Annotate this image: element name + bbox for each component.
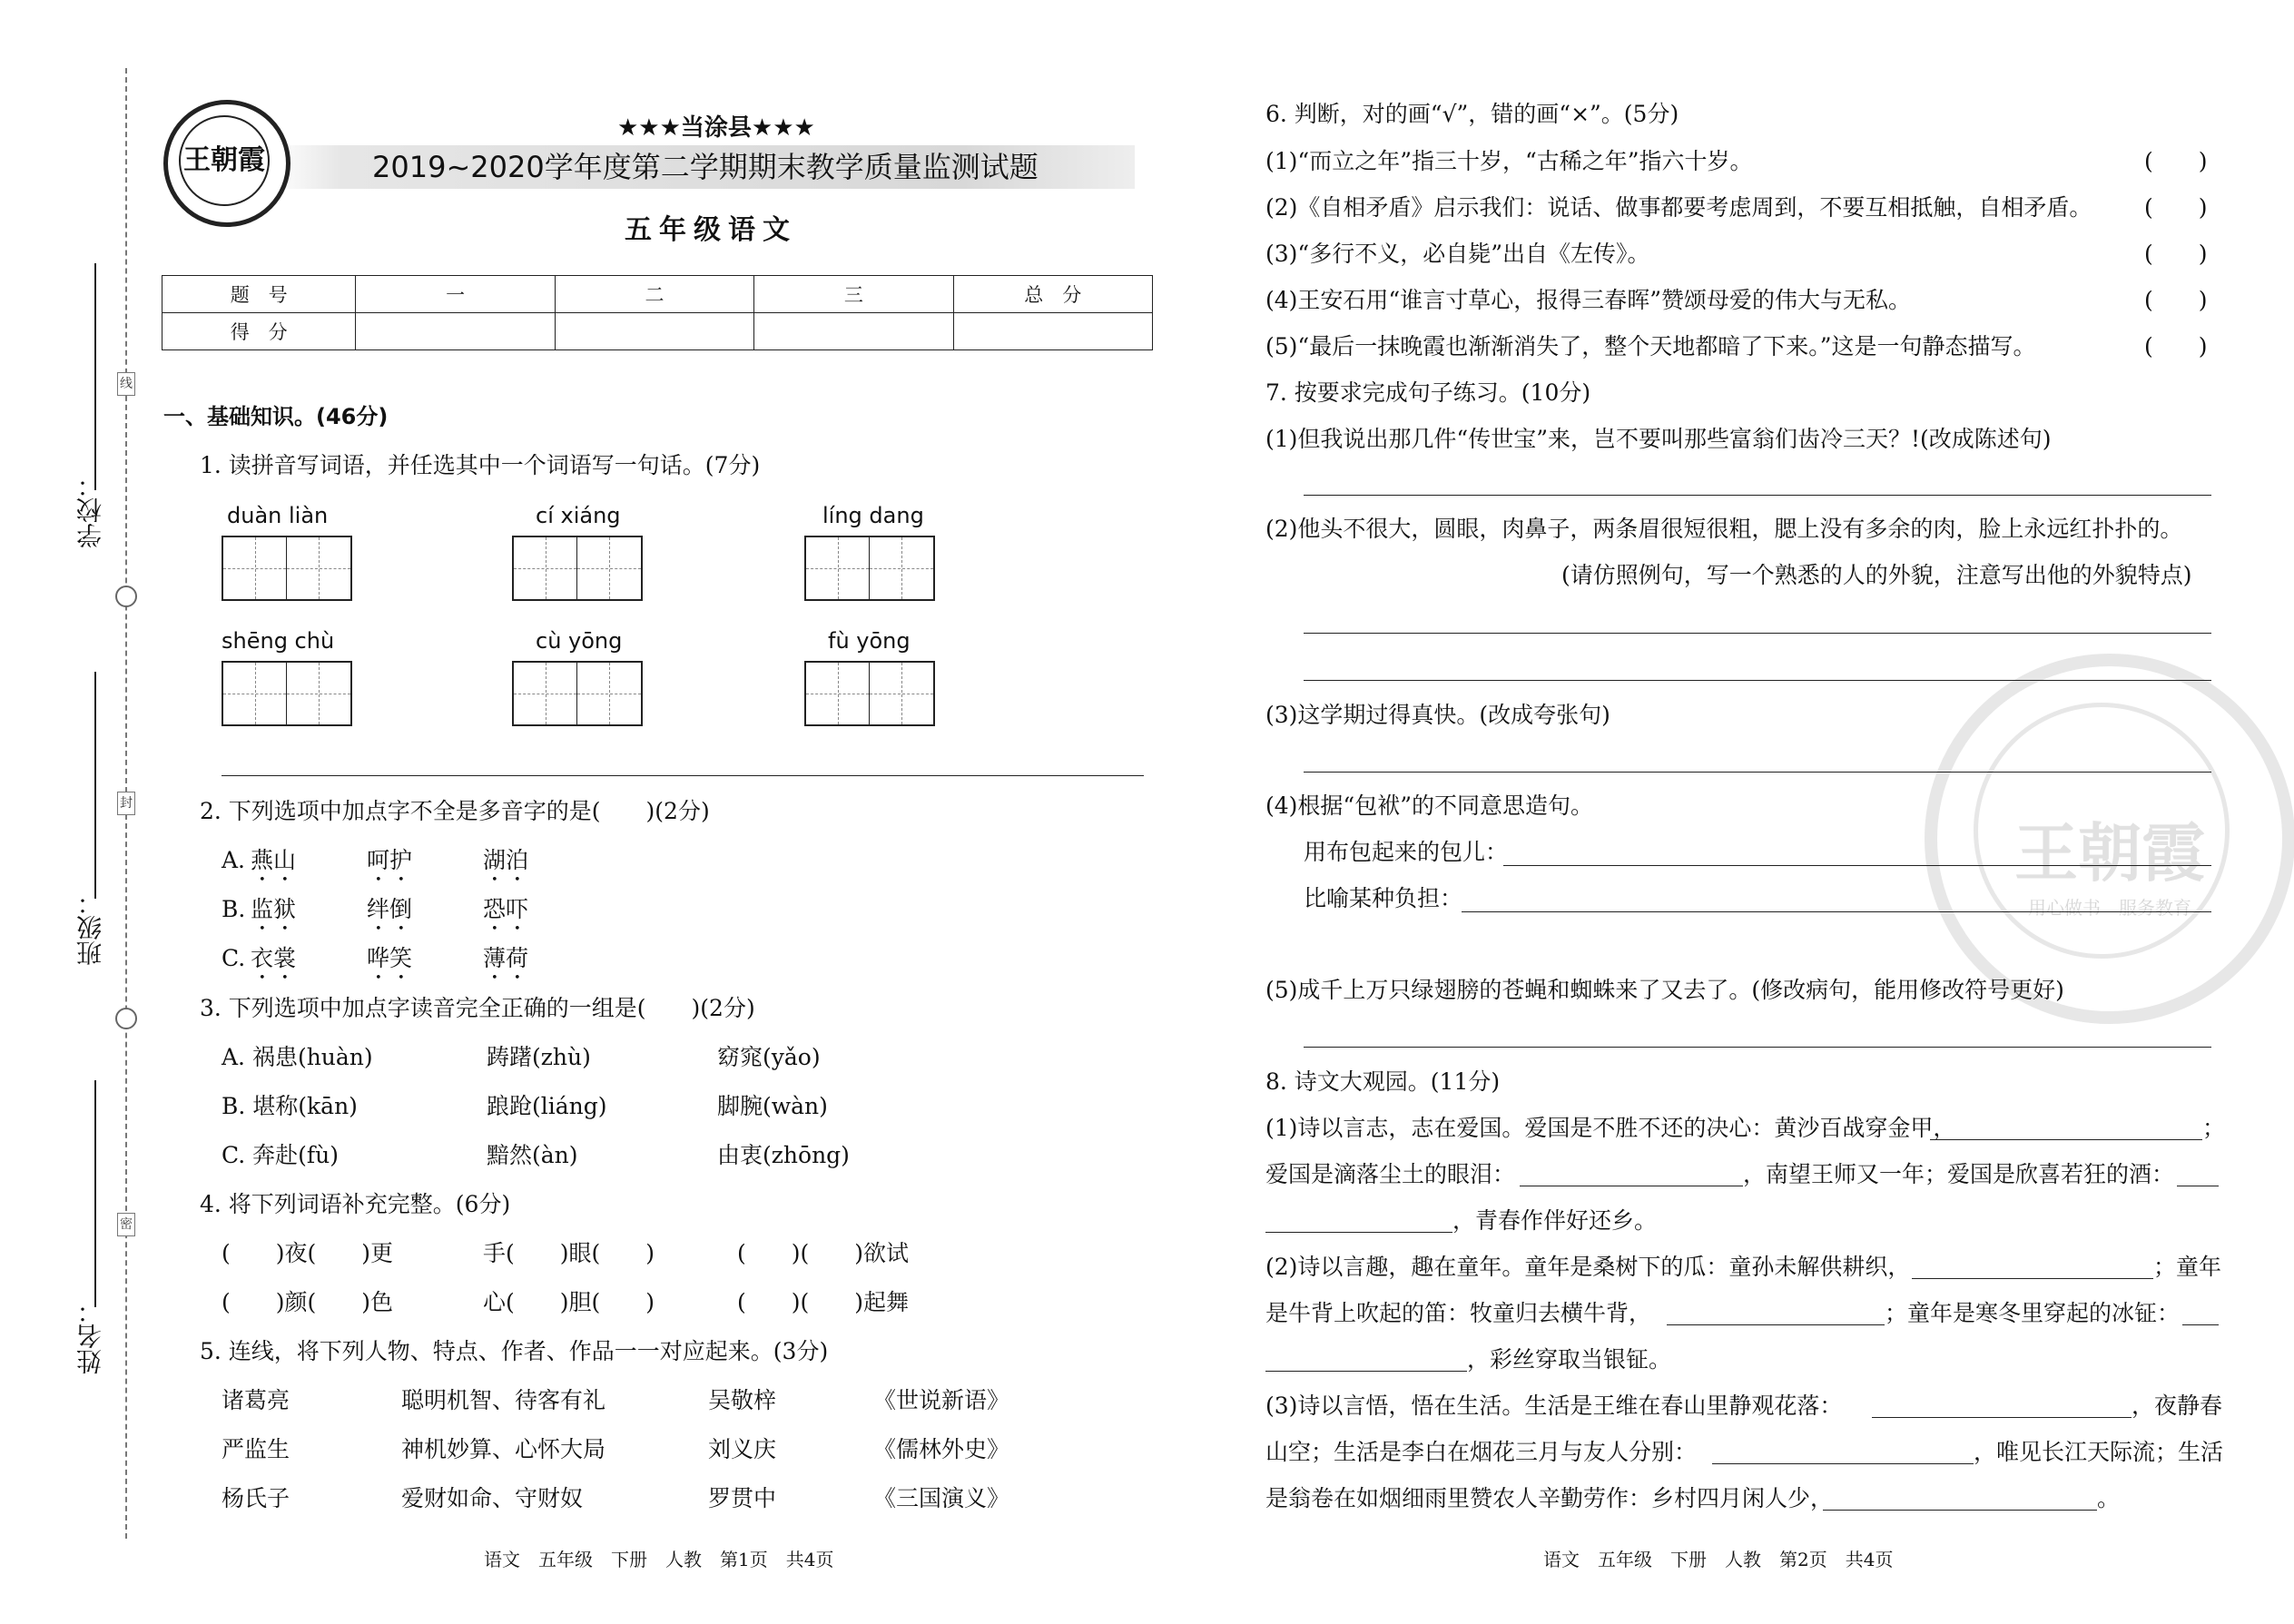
q6-answer-paren[interactable]: ( ) [2144, 287, 2208, 313]
q2-option-c-word2: 哗笑 [367, 945, 413, 971]
q8-line3: ，青春作伴好还乡。 [1452, 1207, 1658, 1234]
pinyin-4: shēng chù [222, 628, 335, 654]
name-label: 姓名： [75, 1298, 105, 1374]
q3-option-c3: 由衷(zhōng) [717, 1142, 850, 1168]
q3-option-c1: C. 奔赴(fù) [222, 1142, 339, 1168]
q3-option-b1: B. 堪称(kān) [222, 1093, 358, 1119]
q2-option-b-word2: 绊倒 [367, 896, 413, 922]
fill-blank-line[interactable] [1667, 1324, 1885, 1325]
binding-tag-seal: 封 [117, 792, 135, 815]
q8-prompt: 8. 诗文大观园。(11分) [1265, 1068, 1501, 1095]
class-write-line [94, 672, 96, 899]
q6-item-3: (3)“多行不义，必自毙”出自《左传》。 [1265, 241, 1650, 267]
subject-title: 五年级语文 [625, 214, 797, 246]
q6-item-4: (4)王安石用“谁言寸草心，报得三春晖”赞颂母爱的伟大与无私。 [1265, 287, 1911, 313]
class-label: 班级： [75, 890, 105, 966]
fill-blank-line[interactable] [1930, 1139, 2202, 1140]
q6-item-2: (2)《自相矛盾》启示我们：说话、做事都要考虑周到，不要互相抵触，自相矛盾。 [1265, 194, 2092, 221]
q4-idiom[interactable]: ( )( )起舞 [737, 1289, 910, 1315]
score-cell[interactable] [356, 313, 555, 350]
q8-line1-semicolon: ； [2202, 1115, 2226, 1141]
watermark-name: 王朝霞 [2014, 815, 2205, 891]
writing-grid[interactable] [512, 536, 643, 601]
q3-option-a2: 踌躇(zhù) [487, 1044, 591, 1070]
q7-2-text: (2)他头不很大，圆眼，肉鼻子，两条眉很短很粗，腮上没有多余的肉，脸上永远红扑扑的。 [1265, 516, 2183, 542]
q2-prompt: 2. 下列选项中加点字不全是多音字的是( )(2分) [200, 798, 710, 824]
pinyin-2: cí xiáng [536, 503, 621, 528]
name-write-line [94, 1080, 96, 1307]
q8-line7: (3)诗以言悟，悟在生活。生活是王维在春山里静观花落： [1265, 1393, 1843, 1419]
pinyin-5: cù yōng [536, 628, 623, 654]
school-label: 学校： [75, 472, 105, 548]
watermark-slogan: 用心做书 服务教育 [2028, 897, 2191, 919]
q6-answer-paren[interactable]: ( ) [2144, 241, 2208, 267]
answer-line[interactable] [1503, 865, 2211, 866]
q3-option-a1: A. 祸患(huàn) [222, 1044, 373, 1070]
q6-answer-paren[interactable]: ( ) [2144, 194, 2208, 221]
q2-option-b-word3: 恐吓 [483, 896, 529, 922]
q5-author[interactable]: 罗贯中 [708, 1485, 777, 1511]
q7-3-text: (3)这学期过得真快。(改成夸张句) [1265, 702, 1610, 728]
score-header-cell: 一 [356, 276, 555, 313]
q3-prompt: 3. 下列选项中加点字读音完全正确的一组是( )(2分) [200, 995, 755, 1021]
q6-answer-paren[interactable]: ( ) [2144, 148, 2208, 174]
q8-line9-end: 。 [2097, 1485, 2121, 1511]
q5-person[interactable]: 杨氏子 [222, 1485, 290, 1511]
q2-option-b-word1: 监狱 [251, 896, 297, 922]
writing-grid[interactable] [222, 536, 352, 601]
q5-work[interactable]: 《三国演义》 [873, 1485, 1010, 1511]
county-title: ★★★当涂县★★★ [617, 114, 815, 142]
q8-line4b: ；童年 [2153, 1254, 2222, 1280]
binding-tag-dense: 密 [117, 1213, 135, 1236]
sentence-answer-line[interactable] [222, 775, 1144, 776]
q8-line2b: ，南望王师又一年；爱国是欣喜若狂的酒： [1743, 1161, 2175, 1187]
q8-line5b: ；童年是寒冬里穿起的冰钲： [1885, 1300, 2181, 1326]
q5-trait[interactable]: 神机妙算、心怀大局 [401, 1436, 606, 1462]
q7-4b-label: 比喻某种负担： [1304, 885, 1463, 911]
fill-blank-line[interactable] [1265, 1371, 1467, 1372]
fill-blank-line[interactable] [2182, 1324, 2219, 1325]
q4-idiom[interactable]: ( )( )欲试 [737, 1240, 910, 1266]
page-footer-right: 语文 五年级 下册 人教 第2页 共4页 [1543, 1549, 1894, 1570]
fill-blank-line[interactable] [1823, 1510, 2097, 1511]
fill-blank-line[interactable] [1872, 1417, 2132, 1418]
score-header-cell: 题 号 [162, 276, 356, 313]
q7-4a-label: 用布包起来的包儿： [1304, 839, 1509, 865]
q8-line8b: ，唯见长江天际流；生活 [1974, 1439, 2224, 1465]
q4-idiom[interactable]: 手( )眼( ) [483, 1240, 655, 1266]
writing-grid[interactable] [222, 661, 352, 726]
q3-option-b2: 踉跄(liáng) [487, 1093, 607, 1119]
exam-title: 2019~2020学年度第二学期期末教学质量监测试题 [372, 150, 1039, 184]
q3-option-a3: 窈窕(yǎo) [717, 1044, 821, 1070]
q2-option-a-word2: 呵护 [367, 847, 413, 873]
q2-option-c-word3: 薄荷 [483, 945, 529, 971]
q7-5-text: (5)成千上万只绿翅膀的苍蝇和蜘蛛来了又去了。(修改病句，能用修改符号更好) [1265, 977, 2064, 1003]
score-cell[interactable] [555, 313, 753, 350]
q5-trait[interactable]: 爱财如命、守财奴 [401, 1485, 584, 1511]
school-write-line [94, 263, 96, 490]
score-cell[interactable] [953, 313, 1152, 350]
q5-person[interactable]: 严监生 [222, 1436, 290, 1462]
score-cell[interactable] [754, 313, 953, 350]
watermark-seal [1925, 654, 2294, 1024]
page-footer-left: 语文 五年级 下册 人教 第1页 共4页 [484, 1549, 834, 1570]
binding-tag-line: 线 [117, 372, 135, 396]
q5-work[interactable]: 《世说新语》 [873, 1387, 1010, 1413]
q8-line8a: 山空；生活是李白在烟花三月与友人分别： [1265, 1439, 1698, 1465]
q5-prompt: 5. 连线，将下列人物、特点、作者、作品一一对应起来。(3分) [200, 1338, 829, 1364]
q1-prompt: 1. 读拼音写词语，并任选其中一个词语写一句话。(7分) [200, 452, 761, 478]
section1-title: 一、基础知识。(46分) [163, 404, 389, 429]
q2-option-c-label: C. [222, 945, 246, 971]
writing-grid[interactable] [804, 536, 935, 601]
q8-line6: ，彩丝穿取当银钲。 [1467, 1346, 1672, 1373]
answer-line[interactable] [1304, 1047, 2211, 1048]
q7-prompt: 7. 按要求完成句子练习。(10分) [1265, 379, 1591, 406]
q4-idiom[interactable]: 心( )胆( ) [483, 1289, 655, 1315]
q7-1-text: (1)但我说出那几件“传世宝”来，岂不要叫那些富翁们齿冷三天？!(改成陈述句) [1265, 426, 2052, 452]
q8-line7b: ，夜静春 [2132, 1393, 2223, 1419]
answer-line[interactable] [1304, 495, 2211, 496]
pinyin-1: duàn liàn [227, 503, 329, 528]
q2-option-b-label: B. [222, 896, 246, 922]
writing-grid[interactable] [512, 661, 643, 726]
q4-idiom[interactable]: ( )夜( )更 [222, 1240, 394, 1266]
answer-line[interactable] [1304, 633, 2211, 634]
q2-option-c-word1: 衣裳 [251, 945, 297, 971]
q3-option-b3: 脚腕(wàn) [717, 1093, 828, 1119]
q5-author[interactable]: 吴敬梓 [708, 1387, 777, 1413]
q5-person[interactable]: 诸葛亮 [222, 1387, 290, 1413]
q6-item-5: (5)“最后一抹晚霞也渐渐消失了，整个天地都暗了下来。”这是一句静态描写。 [1265, 333, 2036, 359]
q5-work[interactable]: 《儒林外史》 [873, 1436, 1010, 1462]
q4-prompt: 4. 将下列词语补充完整。(6分) [200, 1191, 511, 1217]
answer-line[interactable] [1304, 680, 2211, 681]
q6-answer-paren[interactable]: ( ) [2144, 333, 2208, 359]
answer-line[interactable] [1462, 911, 2211, 912]
q8-line9: 是翁卷在如烟细雨里赞农人辛勤劳作：乡村四月闲人少， [1265, 1485, 1834, 1511]
q2-option-a-word1: 燕山 [251, 847, 297, 873]
q6-item-1: (1)“而立之年”指三十岁，“古稀之年”指六十岁。 [1265, 148, 1753, 174]
score-header-cell: 三 [754, 276, 953, 313]
q7-4-text: (4)根据“包袱”的不同意思造句。 [1265, 792, 1593, 819]
q8-line1: (1)诗以言志，志在爱国。爱国是不胜不还的决心：黄沙百战穿金甲， [1265, 1115, 1956, 1141]
brand-logo-text: 王朝霞 [179, 115, 270, 206]
q5-trait[interactable]: 聪明机智、待客有礼 [401, 1387, 606, 1413]
q2-option-a-label: A. [222, 847, 246, 873]
binding-hole-icon [115, 586, 137, 607]
q6-prompt: 6. 判断，对的画“√”，错的画“×”。(5分) [1265, 101, 1679, 127]
q3-option-c2: 黯然(àn) [487, 1142, 578, 1168]
fill-blank-line[interactable] [1912, 1278, 2153, 1279]
pinyin-3: líng dang [822, 503, 924, 528]
q4-idiom[interactable]: ( )颜( )色 [222, 1289, 394, 1315]
q8-line2a: 爱国是滴落尘土的眼泪： [1265, 1161, 1516, 1187]
score-header-cell: 二 [555, 276, 753, 313]
answer-line[interactable] [1304, 772, 2211, 773]
q8-line5a: 是牛背上吹起的笛：牧童归去横牛背， [1265, 1300, 1652, 1326]
brand-logo [163, 100, 290, 227]
q8-line4: (2)诗以言趣，趣在童年。童年是桑树下的瓜：童孙未解供耕织， [1265, 1254, 1911, 1280]
score-row-label: 得 分 [162, 313, 356, 350]
binding-hole-icon [115, 1008, 137, 1029]
pinyin-6: fù yōng [828, 628, 911, 654]
writing-grid[interactable] [804, 661, 935, 726]
fill-blank-line[interactable] [1265, 1232, 1452, 1233]
score-header-cell: 总 分 [953, 276, 1152, 313]
q5-author[interactable]: 刘义庆 [708, 1436, 777, 1462]
q2-option-a-word3: 湖泊 [483, 847, 529, 873]
score-table [162, 275, 1153, 350]
fill-blank-line[interactable] [1712, 1463, 1974, 1464]
q7-2-instruction: (请仿照例句，写一个熟悉的人的外貌，注意写出他的外貌特点) [1561, 562, 2192, 588]
